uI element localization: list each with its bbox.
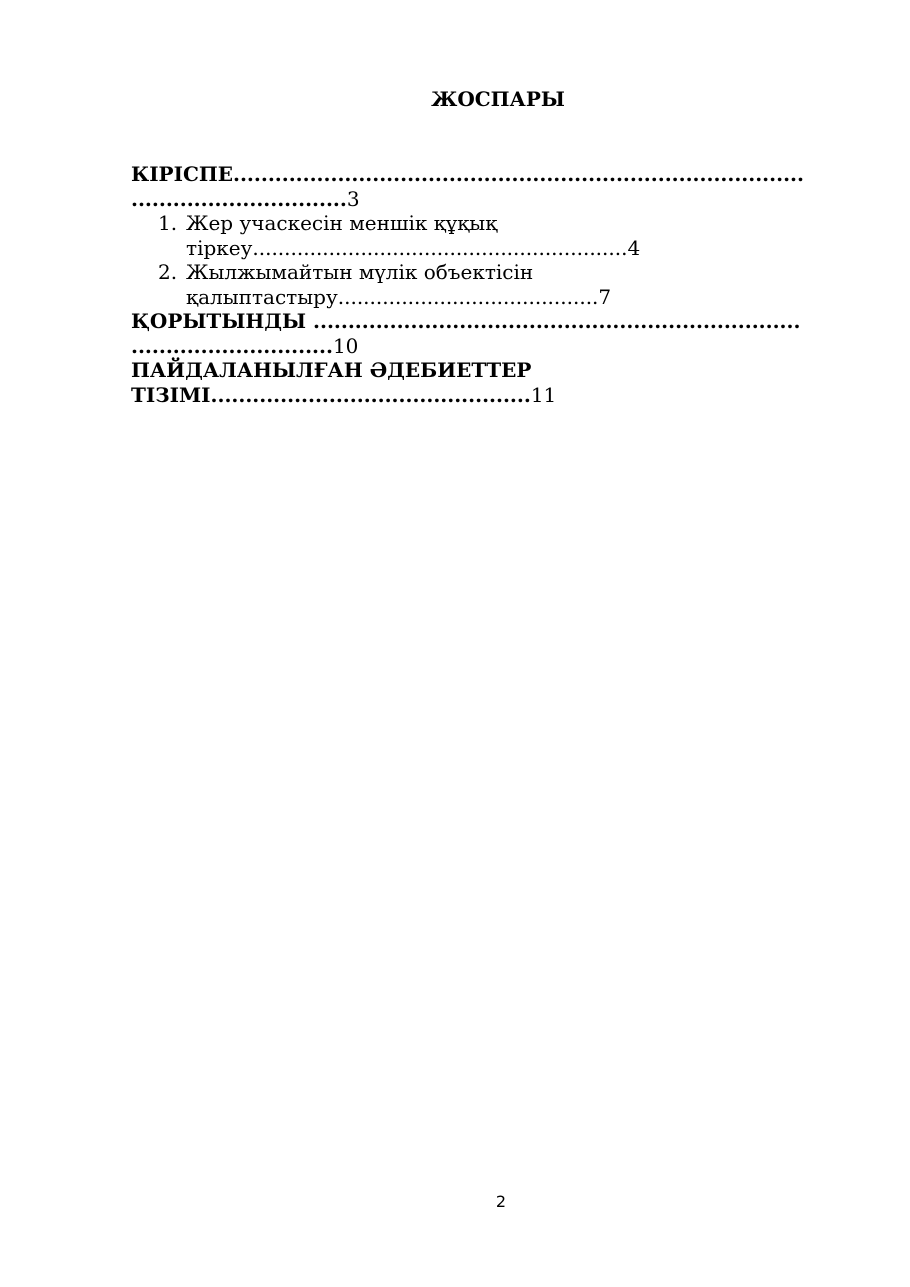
toc-leader-dots: .........................................	[337, 284, 599, 309]
toc-page-number: 4	[627, 235, 641, 260]
list-marker: 1.	[158, 211, 178, 235]
toc-leader-dots: ......................................................................	[313, 309, 801, 333]
toc-entry-label: ҚОРЫТЫНДЫ	[131, 309, 314, 333]
toc-entry-label: ПАЙДАЛАНЫЛҒАН ӘДЕБИЕТТЕР	[131, 358, 532, 382]
toc-entry-label-continued: ТІЗІМІ	[131, 382, 211, 407]
toc-entry-label: Жылжымайтын мүлік объектісін қалыптастыру	[186, 260, 534, 309]
toc-leader-dots: ...............................	[131, 186, 347, 211]
toc-leader-dots: ..............................................	[210, 382, 531, 407]
page-title: ЖОСПАРЫ	[431, 87, 565, 111]
toc-entry-item-2	[131, 260, 706, 309]
toc-leader-dots: ...........................................................	[252, 235, 628, 260]
toc-entry-label: КІРІСПЕ	[131, 162, 233, 186]
toc-entry-intro	[131, 162, 876, 211]
list-marker: 2.	[158, 260, 178, 284]
toc-page-number: 7	[598, 284, 612, 309]
table-of-contents	[131, 162, 876, 407]
toc-entry-references	[131, 358, 876, 407]
toc-entry-label: Жер учаскесін меншік құқық тіркеу	[186, 211, 498, 260]
toc-entry-conclusion	[131, 309, 876, 358]
toc-leader-dots: .............................	[131, 333, 333, 358]
toc-page-number: 11	[530, 382, 557, 407]
page-number: 2	[495, 1192, 507, 1211]
toc-leader-dots: ..................................................................................	[233, 162, 804, 186]
toc-page-number: 3	[346, 186, 360, 211]
toc-page-number: 10	[332, 333, 359, 358]
toc-entry-item-1	[131, 211, 706, 260]
